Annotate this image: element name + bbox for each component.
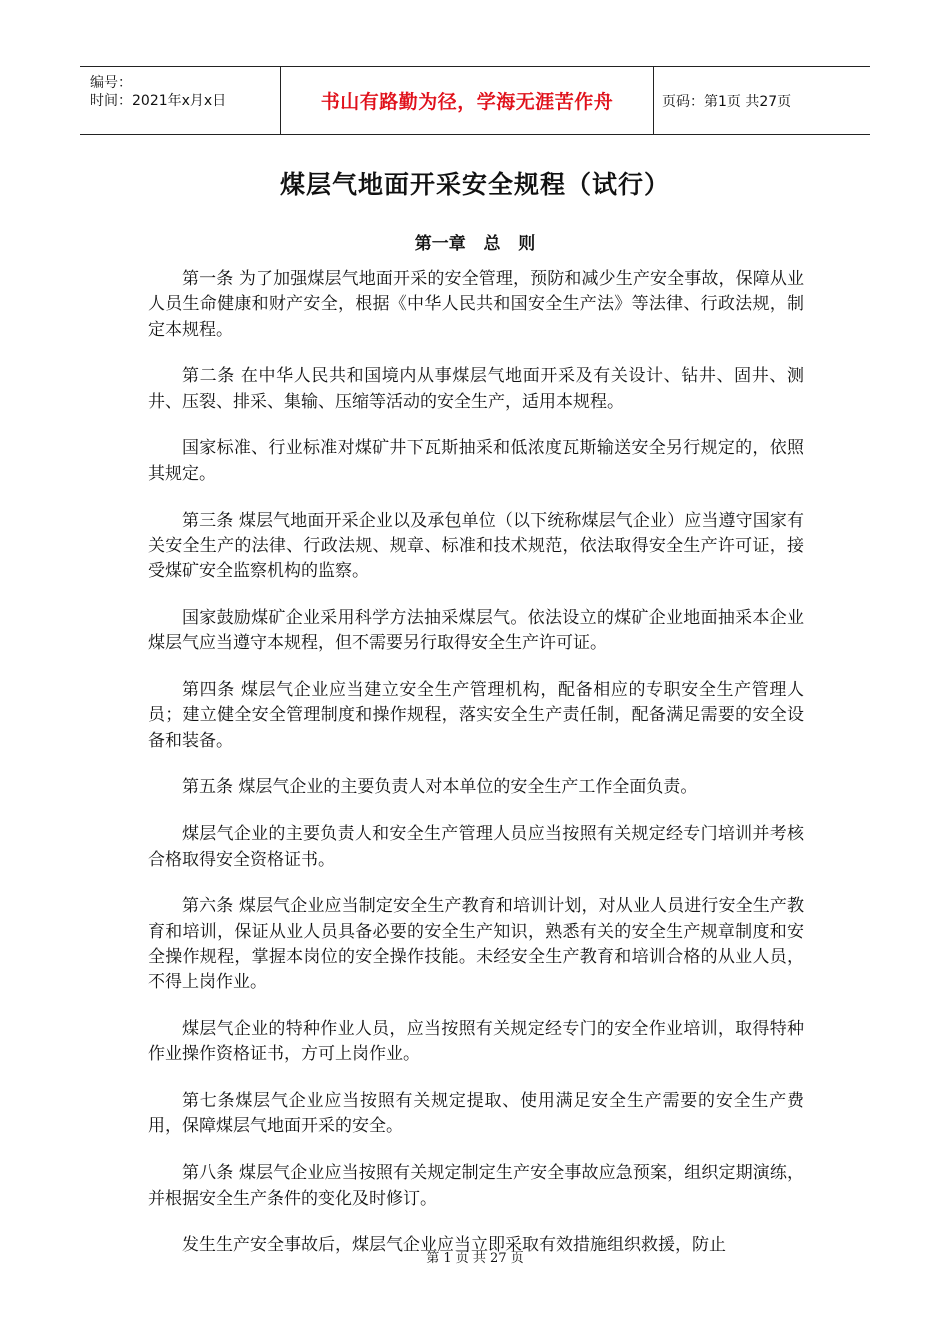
page-header <box>80 66 870 135</box>
paragraph: 第六条 煤层气企业应当制定安全生产教育和培训计划，对从业人员进行安全生产教育和培训，保证从业人员具备必要的安全生产知识，熟悉有关的安全生产规章制度和安全操作规程，掌握本岗位的安全操作技能。未经安全生产教育和培训合格的从业人员，不得上岗作业。 <box>148 896 804 993</box>
paragraph: 煤层气企业的主要负责人和安全生产管理人员应当按照有关规定经专门培训并考核合格取得安全资格证书。 <box>148 824 804 870</box>
paragraph: 第二条 在中华人民共和国境内从事煤层气地面开采及有关设计、钻井、固井、测井、压裂、排采、集输、压缩等活动的安全生产，适用本规程。 <box>148 366 804 412</box>
paragraph: 煤层气企业的特种作业人员，应当按照有关规定经专门的安全作业培训，取得特种作业操作资格证书，方可上岗作业。 <box>148 1019 804 1065</box>
paragraph: 发生生产安全事故后，煤层气企业应当立即采取有效措施组织救援，防止 <box>182 1235 726 1256</box>
paragraph: 第五条 煤层气企业的主要负责人对本单位的安全生产工作全面负责。 <box>182 777 698 798</box>
paragraph: 国家鼓励煤矿企业采用科学方法抽采煤层气。依法设立的煤矿企业地面抽采本企业煤层气应当遵守本规程，但不需要另行取得安全生产许可证。 <box>148 607 804 654</box>
paragraph: 国家标准、行业标准对煤矿井下瓦斯抽采和低浓度瓦斯输送安全另行规定的，依照其规定。 <box>148 438 804 484</box>
page-footer: 第 1 页 共 27 页 <box>426 1251 524 1266</box>
paragraph: 第三条 煤层气地面开采企业以及承包单位（以下统称煤层气企业）应当遵守国家有关安全生产的法律、行政法规、规章、标准和技术规范，依法取得安全生产许可证，接受煤矿安全监察机构的监察。 <box>148 510 804 582</box>
paragraph: 第一条 为了加强煤层气地面开采的安全管理，预防和减少生产安全事故，保障从业人员生命健康和财产安全，根据《中华人民共和国安全生产法》等法律、行政法规，制定本规程。 <box>148 269 804 340</box>
document-body <box>148 267 804 1280</box>
document-number-label: 编号： <box>90 75 132 91</box>
header-page-info: 页码：第1页 共27页 <box>662 93 792 110</box>
paragraph: 第四条 煤层气企业应当建立安全生产管理机构，配备相应的专职安全生产管理人员；建立健全安全管理制度和操作规程，落实安全生产责任制，配备满足需要的安全设备和装备。 <box>148 680 804 751</box>
chapter-heading: 第一章 总 则 <box>414 234 536 254</box>
paragraph: 第七条煤层气企业应当按照有关规定提取、使用满足安全生产需要的安全生产费用，保障煤层气地面开采的安全。 <box>148 1091 804 1137</box>
paragraph: 第八条 煤层气企业应当按照有关规定制定生产安全事故应急预案，组织定期演练，并根据安全生产条件的变化及时修订。 <box>148 1163 804 1209</box>
header-meta <box>80 67 281 134</box>
document-date: 时间：2021年x月x日 <box>90 93 227 109</box>
document-title: 煤层气地面开采安全规程（试行） <box>279 170 670 199</box>
header-motto: 书山有路勤为径，学海无涯苦作舟 <box>281 67 654 134</box>
